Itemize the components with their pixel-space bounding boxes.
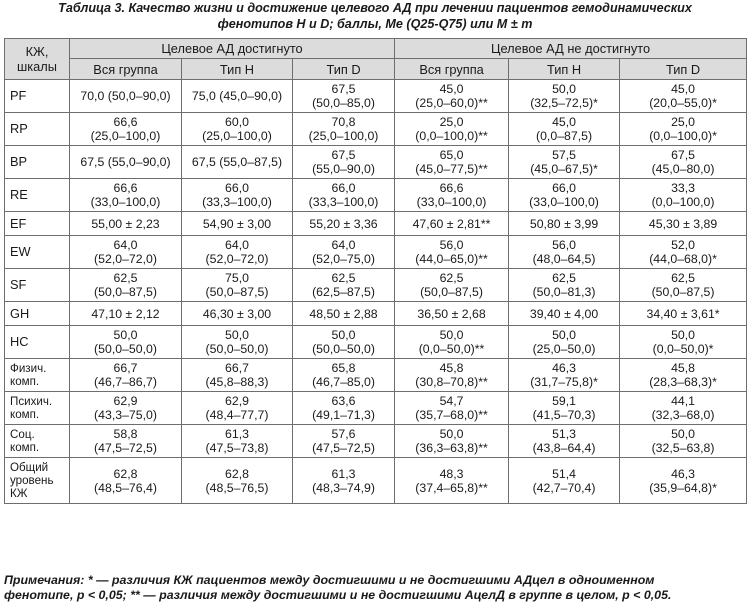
- row-label-line: Соц.: [10, 428, 35, 441]
- cell-line: (45,0–77,5)**: [415, 162, 488, 176]
- table-cell: [70, 392, 182, 425]
- row-label-line: GH: [10, 305, 30, 321]
- table-cell: [182, 302, 293, 326]
- cell-line: 67,5 (55,0–87,5): [191, 155, 283, 169]
- table-cell: [70, 359, 182, 392]
- row-label-line: EF: [10, 215, 27, 231]
- cell-line: (41,5–70,3): [532, 408, 596, 422]
- table-cell: [509, 326, 620, 359]
- table-cell: [70, 302, 182, 326]
- cell-line: (33,0–100,0): [90, 195, 161, 209]
- cell-line: 66,6: [439, 181, 464, 195]
- table-cell: [509, 359, 620, 392]
- row-header-line-2: шкалы: [17, 59, 57, 74]
- cell-line: 62,5: [331, 271, 356, 285]
- row-label-line: уровень: [10, 474, 54, 487]
- cell-line: 75,0: [225, 271, 249, 285]
- cell-line: (0,0–87,5): [536, 129, 593, 143]
- table-cell: [620, 302, 747, 326]
- cell-line: 47,60 ± 2,81**: [412, 216, 491, 231]
- row-label: [5, 359, 70, 392]
- cell-line: 50,0: [671, 328, 695, 342]
- cell-line: (35,9–64,8)*: [649, 480, 717, 495]
- cell-line: (36,3–63,8)**: [415, 441, 488, 455]
- table-cell: [395, 302, 509, 326]
- cell-line: 25,0: [439, 115, 464, 129]
- cell-line: 62,9: [113, 394, 138, 408]
- row-label: [5, 113, 70, 146]
- row-label-line: PF: [10, 88, 27, 103]
- cell-line: 65,0: [439, 148, 464, 162]
- table-row: [5, 80, 747, 113]
- cell-line: 67,5 (55,0–90,0): [80, 155, 171, 169]
- table-cell: [395, 146, 509, 179]
- table-cell: [395, 326, 509, 359]
- table-row: [5, 236, 747, 269]
- table-cell: [509, 179, 620, 212]
- table-cell: [182, 392, 293, 425]
- cell-line: 45,0: [439, 82, 464, 96]
- table-cell: [182, 80, 293, 113]
- table-cell: [182, 458, 293, 504]
- notes-line-1: Примечания: * — различия КЖ пациентов между достигшими и не достигшими АДцел в одноименном: [4, 573, 655, 587]
- cell-line: (47,5–72,5): [312, 441, 375, 455]
- cell-line: (50,0–87,5): [94, 285, 157, 299]
- table-cell: [395, 458, 509, 504]
- table-cell: [395, 392, 509, 425]
- table-row: [5, 359, 747, 392]
- cell-line: 62,5: [113, 271, 138, 285]
- table-cell: [182, 236, 293, 269]
- column-header: Тип D: [620, 59, 747, 80]
- table-cell: [293, 212, 395, 236]
- cell-line: (47,5–73,8): [205, 441, 269, 455]
- cell-line: (20,0–55,0)*: [649, 96, 717, 110]
- table-cell: [182, 113, 293, 146]
- cell-line: 62,5: [552, 271, 576, 285]
- cell-line: (55,0–90,0): [312, 162, 375, 176]
- cell-line: 66,6: [113, 115, 138, 129]
- cell-line: 75,0 (45,0–90,0): [191, 89, 283, 103]
- cell-line: 55,20 ± 3,36: [309, 216, 378, 231]
- table-cell: [70, 146, 182, 179]
- cell-line: 67,5: [331, 82, 356, 96]
- cell-line: 45,0: [671, 82, 695, 96]
- cell-line: (25,0–100,0): [308, 129, 379, 143]
- cell-line: 45,30 ± 3,89: [648, 216, 718, 231]
- row-label: [5, 212, 70, 236]
- caption-line-1: Таблица 3. Качество жизни и достижение целевого АД при лечении пациентов гемодинамических: [58, 1, 692, 15]
- cell-line: 63,6: [331, 394, 356, 408]
- table-cell: [293, 302, 395, 326]
- cell-line: 50,0: [439, 328, 464, 342]
- table-caption: [0, 0, 750, 32]
- row-label-line: SF: [10, 277, 27, 292]
- cell-line: 48,50 ± 2,88: [309, 306, 378, 321]
- table-cell: [182, 212, 293, 236]
- cell-line: 50,0: [113, 328, 138, 342]
- table-row: [5, 425, 747, 458]
- cell-line: 59,1: [552, 394, 576, 408]
- table-cell: [509, 236, 620, 269]
- table-cell: [70, 113, 182, 146]
- cell-line: (0,0–50,0)**: [418, 342, 485, 356]
- cell-line: 70,0 (50,0–90,0): [80, 89, 171, 103]
- row-label-line: комп.: [10, 441, 40, 454]
- cell-line: (52,0–75,0): [312, 252, 375, 266]
- cell-line: 64,0: [225, 238, 249, 252]
- cell-line: 51,3: [552, 427, 576, 441]
- cell-line: 62,8: [225, 466, 249, 481]
- row-label-line: HC: [10, 334, 29, 349]
- cell-line: (28,3–68,3)*: [649, 375, 717, 389]
- cell-line: 46,3: [552, 361, 576, 375]
- table-row: [5, 146, 747, 179]
- cell-line: (50,0–87,5): [205, 285, 269, 299]
- cell-line: 56,0: [552, 238, 576, 252]
- table-row: [5, 113, 747, 146]
- caption-line-2: фенотипов H и D; баллы, Me (Q25-Q75) или M ± m: [217, 17, 533, 31]
- cell-line: 45,0: [552, 115, 576, 129]
- table-cell: [293, 236, 395, 269]
- row-label: [5, 326, 70, 359]
- group-header-not-achieved: Целевое АД не достигнуто: [395, 39, 747, 59]
- table-cell: [395, 212, 509, 236]
- table-cell: [509, 302, 620, 326]
- row-label: [5, 269, 70, 302]
- table-cell: [620, 359, 747, 392]
- cell-line: (44,0–68,0)*: [649, 252, 717, 266]
- table-cell: [395, 113, 509, 146]
- table-row: [5, 326, 747, 359]
- table-row: [5, 302, 747, 326]
- table-cell: [70, 326, 182, 359]
- table-cell: [395, 179, 509, 212]
- table-cell: [509, 212, 620, 236]
- cell-line: 34,40 ± 3,61*: [646, 306, 720, 321]
- table-cell: [293, 179, 395, 212]
- cell-line: 44,1: [671, 394, 695, 408]
- cell-line: (25,0–50,0): [532, 342, 596, 356]
- cell-line: (0,0–100,0): [651, 195, 715, 209]
- table-cell: [620, 80, 747, 113]
- cell-line: 61,3: [225, 427, 249, 441]
- table-cell: [182, 146, 293, 179]
- quality-of-life-table: [4, 38, 747, 504]
- table-cell: [509, 392, 620, 425]
- group-header-achieved: Целевое АД достигнуто: [70, 39, 395, 59]
- table-cell: [395, 425, 509, 458]
- row-label: [5, 458, 70, 504]
- cell-line: (33,3–100,0): [308, 195, 379, 209]
- cell-line: 25,0: [671, 115, 695, 129]
- cell-line: (62,5–87,5): [312, 285, 375, 299]
- cell-line: (0,0–100,0)*: [649, 129, 717, 143]
- cell-line: 66,0: [552, 181, 576, 195]
- table-cell: [182, 425, 293, 458]
- notes-line-2: фенотипе, p < 0,05; ** — различия между достигшими и не достигшими АцелД в группе в целом, p < 0,05.: [4, 588, 672, 602]
- cell-line: (47,5–72,5): [94, 441, 157, 455]
- table-cell: [293, 458, 395, 504]
- table-notes: [4, 573, 746, 603]
- cell-line: 55,00 ± 2,23: [91, 216, 160, 231]
- row-label: [5, 392, 70, 425]
- table-cell: [293, 359, 395, 392]
- cell-line: 48,3: [439, 466, 464, 481]
- cell-line: (25,0–100,0): [90, 129, 161, 143]
- cell-line: 50,0: [331, 328, 356, 342]
- cell-line: (45,0–67,5)*: [530, 162, 598, 176]
- table-row: [5, 458, 747, 504]
- table-cell: [509, 269, 620, 302]
- cell-line: (50,0–50,0): [205, 342, 269, 356]
- cell-line: 62,8: [113, 466, 138, 481]
- cell-line: 50,80 ± 3,99: [529, 216, 599, 231]
- table-cell: [620, 212, 747, 236]
- cell-line: 70,8: [331, 115, 356, 129]
- cell-line: (0,0–100,0)**: [415, 129, 488, 143]
- cell-line: (30,8–70,8)**: [415, 375, 488, 389]
- column-header: Вся группа: [70, 59, 182, 80]
- table-cell: [293, 113, 395, 146]
- table-cell: [70, 425, 182, 458]
- cell-line: (50,0–81,3): [532, 285, 596, 299]
- cell-line: 66,0: [331, 181, 356, 195]
- cell-line: (32,3–68,0): [651, 408, 715, 422]
- table-cell: [293, 326, 395, 359]
- table-cell: [182, 269, 293, 302]
- cell-line: 36,50 ± 2,68: [417, 306, 486, 321]
- table-cell: [293, 269, 395, 302]
- cell-line: (32,5–63,8): [651, 441, 715, 455]
- table-cell: [182, 326, 293, 359]
- cell-line: 45,8: [671, 361, 695, 375]
- table-cell: [620, 146, 747, 179]
- table-row: [5, 392, 747, 425]
- cell-line: 57,6: [331, 427, 356, 441]
- table-cell: [509, 113, 620, 146]
- row-label-line: EW: [10, 244, 31, 259]
- cell-line: (33,3–100,0): [202, 195, 272, 209]
- cell-line: 60,0: [225, 115, 249, 129]
- table-cell: [620, 236, 747, 269]
- cell-line: 52,0: [671, 238, 695, 252]
- cell-line: 66,0: [225, 181, 249, 195]
- cell-line: (48,5–76,4): [94, 480, 157, 495]
- row-label-line: Общий: [10, 461, 49, 474]
- cell-line: (50,0–87,5): [651, 285, 715, 299]
- table-cell: [70, 458, 182, 504]
- column-header: Тип H: [509, 59, 620, 80]
- row-label: [5, 80, 70, 113]
- row-label-line: комп.: [10, 375, 40, 388]
- cell-line: 33,3: [671, 181, 695, 195]
- table-cell: [70, 80, 182, 113]
- cell-line: (52,0–72,0): [205, 252, 269, 266]
- cell-line: (33,0–100,0): [529, 195, 599, 209]
- cell-line: 64,0: [331, 238, 356, 252]
- table-cell: [395, 80, 509, 113]
- cell-line: 62,5: [439, 271, 464, 285]
- cell-line: (44,0–65,0)**: [415, 252, 488, 266]
- cell-line: (48,4–77,7): [205, 408, 269, 422]
- cell-line: (48,0–64,5): [532, 252, 596, 266]
- table-cell: [70, 212, 182, 236]
- cell-line: (32,5–72,5)*: [530, 96, 598, 110]
- cell-line: (45,8–88,3): [205, 375, 269, 389]
- cell-line: (50,0–50,0): [312, 342, 375, 356]
- cell-line: (49,1–71,3): [312, 408, 375, 422]
- cell-line: (42,7–70,4): [532, 480, 596, 495]
- cell-line: 50,0: [671, 427, 695, 441]
- table-cell: [395, 269, 509, 302]
- row-label-line: Психич.: [10, 395, 53, 408]
- cell-line: (25,0–60,0)**: [415, 96, 488, 110]
- table-cell: [293, 146, 395, 179]
- cell-line: 54,90 ± 3,00: [202, 216, 272, 231]
- table-cell: [182, 179, 293, 212]
- table-cell: [509, 80, 620, 113]
- table-row: [5, 179, 747, 212]
- cell-line: 46,3: [671, 466, 695, 481]
- cell-line: 46,30 ± 3,00: [202, 306, 272, 321]
- row-label-line: BP: [10, 154, 28, 169]
- cell-line: 67,5: [331, 148, 356, 162]
- row-label-line: комп.: [10, 408, 40, 421]
- table-cell: [509, 146, 620, 179]
- column-header: Тип D: [293, 59, 395, 80]
- cell-line: 65,8: [331, 361, 356, 375]
- cell-line: 45,8: [439, 361, 464, 375]
- row-label-line: RE: [10, 187, 28, 202]
- row-label-line: КЖ: [10, 487, 28, 500]
- cell-line: 66,7: [225, 361, 249, 375]
- row-header-cell: [5, 39, 70, 80]
- cell-line: 56,0: [439, 238, 464, 252]
- table-cell: [620, 269, 747, 302]
- cell-line: (33,0–100,0): [416, 195, 487, 209]
- table-cell: [620, 326, 747, 359]
- cell-line: 54,7: [439, 394, 464, 408]
- cell-line: (50,0–50,0): [94, 342, 157, 356]
- table-cell: [293, 425, 395, 458]
- table-cell: [182, 359, 293, 392]
- cell-line: 50,0: [552, 328, 576, 342]
- row-label-line: Физич.: [10, 362, 47, 375]
- cell-line: 67,5: [671, 148, 695, 162]
- table-cell: [620, 392, 747, 425]
- cell-line: (45,0–80,0): [651, 162, 715, 176]
- row-label: [5, 236, 70, 269]
- table-cell: [293, 392, 395, 425]
- cell-line: (43,3–75,0): [94, 408, 157, 422]
- cell-line: 58,8: [113, 427, 138, 441]
- cell-line: (50,0–87,5): [420, 285, 483, 299]
- cell-line: (48,3–74,9): [312, 480, 375, 495]
- cell-line: 62,9: [225, 394, 249, 408]
- table-cell: [509, 425, 620, 458]
- table-cell: [620, 458, 747, 504]
- cell-line: 66,6: [113, 181, 138, 195]
- cell-line: (52,0–72,0): [94, 252, 157, 266]
- cell-line: (43,8–64,4): [532, 441, 596, 455]
- column-header: Вся группа: [395, 59, 509, 80]
- row-label: [5, 425, 70, 458]
- cell-line: 50,0: [225, 328, 249, 342]
- table-cell: [620, 113, 747, 146]
- cell-line: (31,7–75,8)*: [530, 375, 598, 389]
- cell-line: (35,7–68,0)**: [415, 408, 488, 422]
- cell-line: (25,0–100,0): [202, 129, 272, 143]
- cell-line: 50,0: [439, 427, 464, 441]
- cell-line: (48,5–76,5): [205, 480, 269, 495]
- table-cell: [620, 425, 747, 458]
- row-label: [5, 146, 70, 179]
- cell-line: 50,0: [552, 82, 576, 96]
- cell-line: (50,0–85,0): [312, 96, 375, 110]
- table-cell: [620, 179, 747, 212]
- cell-line: 51,4: [552, 466, 576, 481]
- table-row: [5, 212, 747, 236]
- row-header-line-1: КЖ,: [25, 44, 49, 59]
- table-cell: [70, 179, 182, 212]
- table-cell: [293, 80, 395, 113]
- row-label: [5, 179, 70, 212]
- row-label: [5, 302, 70, 326]
- cell-line: 62,5: [671, 271, 695, 285]
- cell-line: (46,7–85,0): [312, 375, 375, 389]
- table-cell: [509, 458, 620, 504]
- cell-line: (0,0–50,0)*: [652, 342, 714, 356]
- cell-line: 61,3: [331, 466, 356, 481]
- row-label-line: RP: [10, 121, 28, 136]
- cell-line: (37,4–65,8)**: [415, 480, 488, 495]
- cell-line: 66,7: [113, 361, 138, 375]
- table-cell: [70, 269, 182, 302]
- table-row: [5, 269, 747, 302]
- cell-line: 47,10 ± 2,12: [91, 306, 160, 321]
- cell-line: (46,7–86,7): [94, 375, 157, 389]
- table-cell: [70, 236, 182, 269]
- column-header: Тип H: [182, 59, 293, 80]
- cell-line: 57,5: [552, 148, 576, 162]
- table-body: [5, 80, 747, 504]
- cell-line: 64,0: [113, 238, 138, 252]
- table-cell: [395, 236, 509, 269]
- cell-line: 39,40 ± 4,00: [529, 306, 599, 321]
- table-cell: [395, 359, 509, 392]
